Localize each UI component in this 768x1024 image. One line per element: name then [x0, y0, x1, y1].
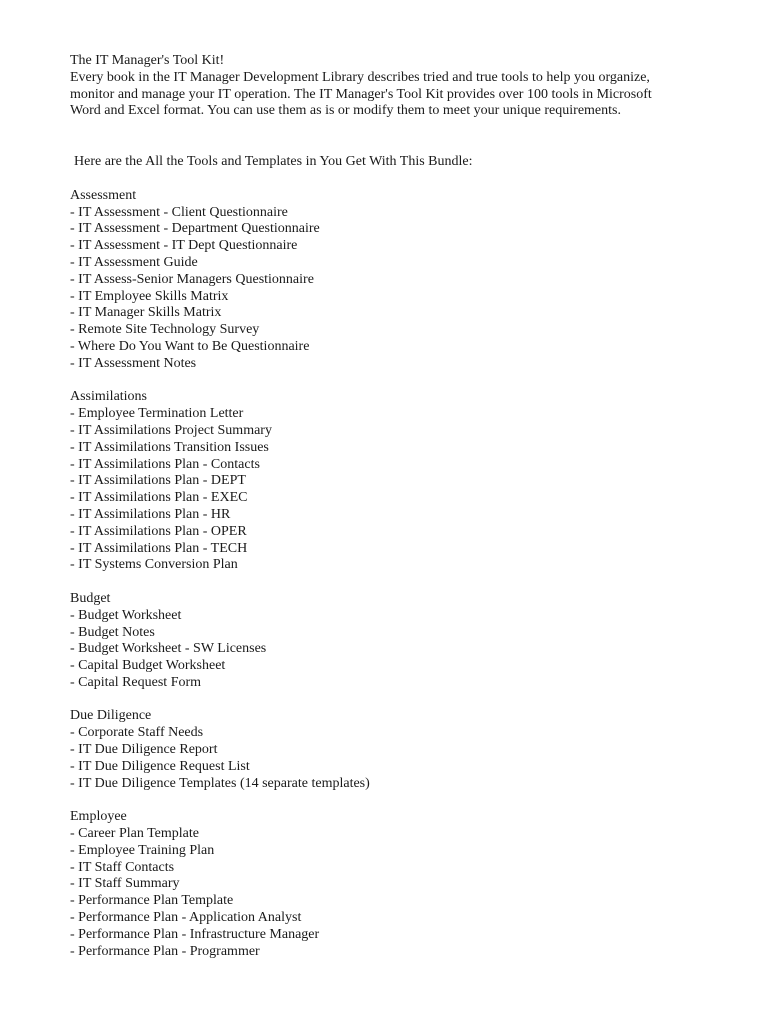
list-item: - IT Assimilations Plan - TECH	[70, 540, 248, 556]
section-budget	[70, 591, 740, 692]
list-item: - IT Assimilations Plan - EXEC	[70, 490, 248, 506]
list-item: - Budget Notes	[70, 624, 155, 640]
list-item: - IT Due Diligence Templates (14 separate templates)	[70, 775, 370, 791]
list-item: - Where Do You Want to Be Questionnaire	[70, 338, 310, 354]
list-item: - IT Assessment Guide	[70, 254, 198, 270]
section-heading: Due Diligence	[70, 708, 152, 724]
list-item: - Employee Training Plan	[70, 842, 215, 858]
section-heading: Assimilations	[70, 389, 148, 405]
list-item: - Performance Plan - Infrastructure Manager	[70, 926, 320, 942]
section-assimilations	[70, 389, 740, 574]
list-item: - Employee Termination Letter	[70, 406, 244, 422]
section-assessment	[70, 188, 740, 373]
list-item: - IT Assimilations Transition Issues	[70, 439, 269, 455]
list-item: - IT Assessment - Department Questionnaire	[70, 221, 320, 237]
list-item: - IT Manager Skills Matrix	[70, 305, 222, 321]
bundle-heading: Here are the All the Tools and Templates in You Get With This Bundle:	[74, 154, 473, 170]
document-title: The IT Manager's Tool Kit!	[70, 53, 225, 68]
section-heading: Budget	[70, 590, 111, 606]
list-item: - IT Staff Contacts	[70, 859, 175, 875]
list-item: - IT Assimilations Plan - HR	[70, 506, 231, 522]
document-page	[70, 53, 740, 960]
section-heading: Employee	[70, 809, 127, 825]
list-item: - IT Due Diligence Request List	[70, 758, 250, 774]
list-item: - IT Due Diligence Report	[70, 742, 218, 758]
intro-line: monitor and manage your IT operation. The IT Manager's Tool Kit provides over 100 tools in Microsoft	[70, 86, 652, 102]
section-heading: Assessment	[70, 187, 137, 203]
intro-line: Every book in the IT Manager Development Library describes tried and true tools to help you organize,	[70, 69, 650, 85]
section-due-diligence	[70, 708, 740, 792]
section-employee	[70, 809, 740, 960]
list-item: - IT Assessment - Client Questionnaire	[70, 204, 288, 220]
list-item: - Performance Plan - Application Analyst	[70, 910, 302, 926]
list-item: - Career Plan Template	[70, 826, 199, 842]
list-item: - Capital Request Form	[70, 674, 202, 690]
list-item: - IT Staff Summary	[70, 876, 180, 892]
list-item: - IT Systems Conversion Plan	[70, 557, 238, 573]
list-item: - IT Assimilations Project Summary	[70, 422, 272, 438]
intro-line: Word and Excel format. You can use them as is or modify them to meet your unique requirements.	[70, 103, 621, 119]
list-item: - Performance Plan Template	[70, 893, 234, 909]
list-item: - Capital Budget Worksheet	[70, 658, 226, 674]
list-item: - Performance Plan - Programmer	[70, 943, 260, 959]
list-item: - IT Assessment Notes	[70, 355, 197, 371]
list-item: - Corporate Staff Needs	[70, 725, 204, 741]
list-item: - IT Assimilations Plan - Contacts	[70, 456, 260, 472]
list-item: - Remote Site Technology Survey	[70, 322, 260, 338]
list-item: - Budget Worksheet	[70, 607, 182, 623]
list-item: - IT Assess-Senior Managers Questionnaire	[70, 271, 314, 287]
list-item: - Budget Worksheet - SW Licenses	[70, 641, 267, 657]
list-item: - IT Assimilations Plan - DEPT	[70, 473, 246, 489]
list-item: - IT Assessment - IT Dept Questionnaire	[70, 238, 298, 254]
sections-container	[70, 188, 740, 961]
intro-paragraph	[70, 70, 740, 120]
list-item: - IT Assimilations Plan - OPER	[70, 523, 247, 539]
list-item: - IT Employee Skills Matrix	[70, 288, 229, 304]
